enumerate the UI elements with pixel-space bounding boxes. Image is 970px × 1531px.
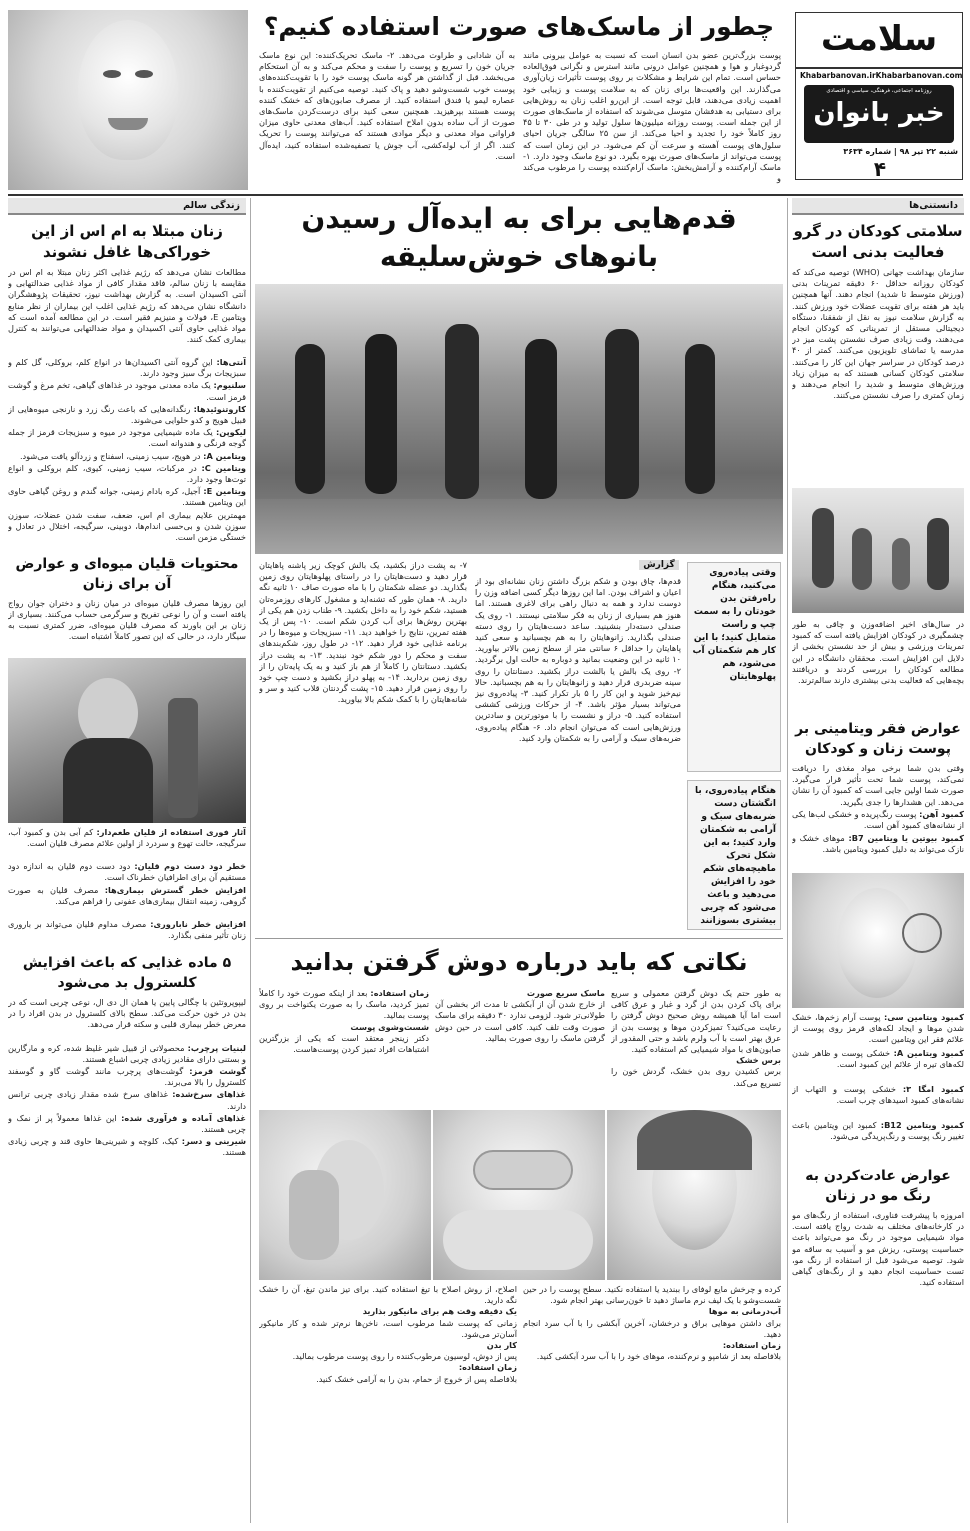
shower-lower-col1c-text: بلافاصله بعد از شامپو و نرم‌کننده، موهای خود را با آب سرد آبکشی کنید. bbox=[536, 1351, 781, 1362]
top-article-col1: پوست بزرگ‌ترین عضو بدن انسان است که نسبت به عوامل بیرونی مانند گردوغبار و هوا و همچنین عوامل درونی مانند استرس و نگرانی فوق‌العاده حساس است. تمام این شرایط و مشکلات بر روی پوست تأثیرات زیان‌آوری می‌گذارند. این واقعیت‌ها برای زنان که به سلامت پوست و زیبایی خود اهمیت زیادی می‌دهند، قابل توجه است. از این‌رو اغلب زنان به روش‌هایی برای دستیابی به هدفشان متوسل می‌شوند که استفاده از ماسک‌های صورت از این جمله است. پوست روزانه میلیون‌ها سلول تولید و در طی ۳۰ تا ۴۵ روز کاملاً خود را تجدید و احیا می‌کند. از سن ۲۵ سالگی جریان احیای سلول‌های پوست آهسته و سرعت آن کم می‌شود. در این زمان است که پوست می‌تواند از ماسک‌های صورت بهره بگیرد. دو نوع ماسک وجود دارد. ۱- ماسک آرام‌کننده و آرامش‌بخش: ماسک آرام‌کننده پوست را مرطوب می‌کند و bbox=[523, 50, 781, 184]
food-items-list bbox=[8, 1043, 246, 1159]
nutrient-item bbox=[8, 451, 246, 462]
nutrient-item-text: این گروه آنتی اکسیدان‌ها در انواع کلم، بروکلی، گل کلم و سبزیجات برگ سبز وجود دارند. bbox=[8, 357, 246, 379]
kids-exercise-photo bbox=[792, 488, 964, 613]
nutrient-item-label: آنتی‌ها: bbox=[216, 357, 246, 367]
hookah-photo bbox=[8, 658, 246, 823]
pull-quote-2 bbox=[687, 780, 781, 930]
nutrient-item bbox=[8, 463, 246, 485]
health-kicker: زندگی سالم bbox=[8, 198, 246, 215]
top-article-col2: به آن شادابی و طراوت می‌دهد. ۲- ماسک تحریک‌کننده: این نوع ماسک جریان خون را تسریع و پوست را سفت و محکم می‌کند و به آن استحکام می‌بخشد. قبل از گذاشتن هر گونه ماسک پوست خود را با تقویت‌کننده‌های پوست خوب شست‌وشو دهید و پاک کنید. توصیه می‌کنیم از تقویت‌کننده با عصاره لیمو یا فندق استفاده کنید. از مصرف صابون‌های که خشک کننده پوست هستند بپرهیزید. همچنین سعی کنید برای درست‌کردن ماسک‌های صورت از آب ساده بدون املاح استفاده کنید. آب‌های معدنی حاوی میزان فراوانی مواد معدنی و دیگر موادی هستند که می‌توانند پوست را تحریک کنند. اگر از آب لوله‌کشی، آب جوش یا تصفیه‌شده استفاده کنید، ایده‌آل است. bbox=[259, 50, 515, 161]
site-link-ir[interactable]: Khabarbanovan.ir bbox=[800, 71, 876, 80]
omega-label: کمبود امگا ۳: bbox=[902, 1084, 964, 1094]
health-body2: مهمترین علایم بیماری ام اس، ضعف، سفت شدن عضلات، سوزن سوزن شدن و بی‌حسی اندام‌ها، دوبینی، سرگیجه، اختلال در تعادل و خستگی مزمن است. bbox=[8, 509, 246, 543]
effect4-label: افزایش خطر ناباروری: bbox=[150, 918, 246, 929]
shower-col3-label2: شست‌وشوی پوست bbox=[350, 1021, 429, 1032]
shower-col3-label: زمان استفاده: bbox=[370, 988, 429, 998]
shower-lower-col1b-text: برای داشتن موهایی براق و درخشان، آخرین آبکشی را با آب سرد انجام دهید. bbox=[523, 1317, 781, 1339]
science-body1: سازمان بهداشت جهانی (WHO) توصیه می‌کند که کودکان روزانه حداقل ۶۰ دقیقه تمرینات بدنی (ورزش متوسط تا شدید) انجام دهند. آنها همچنین باید هر هفته برای تقویت عضلات خود ورزش کنند. به گزارش سلامت نیوز به نقل از شفقنا، دستگاه دیجیتالی مستقل از تمریناتی که کودکان انجام می‌دهند، وقت زیادی صرف نشستن پشت میز در مدرسه یا تماشای تلویزیون می‌کنند. کمتر از ۴۰ درصد کودکان در سراسر جهان این کار را می‌کنند. سلامتی کودکان کسانی هستند که به میزان زیاد ورزش‌های متوسط و شدید را انجام می‌دهند و زمان کمتری را صرف نشستن می‌کنند. bbox=[792, 267, 964, 401]
shower-lower-col1-label2: زمان استفاده: bbox=[722, 1340, 781, 1351]
nutrient-item-text: یک ماده معدنی موجود در غذاهای گیاهی، تخم مرغ و گوشت قرمز است. bbox=[8, 380, 246, 402]
shower-lower-col2c-text: پس از دوش، لوسیون مرطوب‌کننده را روی پوست مرطوب بمالید. bbox=[292, 1351, 517, 1362]
shower-col3 bbox=[259, 988, 429, 1106]
shower-col2-label: ماسک سریع صورت bbox=[526, 988, 605, 998]
health-title2: محتویات قلیان میوه‌ای و عوارض آن برای زنان bbox=[15, 555, 239, 592]
food-item bbox=[8, 1113, 246, 1135]
nutrient-item-text: در مرکبات، سیب زمینی، کیوی، کلم بروکلی و انواع توت‌ها وجود دارد. bbox=[8, 462, 246, 485]
effect3 bbox=[8, 885, 246, 919]
science-title3: عوارض عادت‌کردن به رنگ مو در زنان bbox=[805, 1168, 951, 1204]
logo-text: خبر بانوان bbox=[813, 98, 945, 128]
nutrient-item-text: رنگدانه‌هایی که باعث رنگ زرد و نارنجی میوه‌هایی از قبیل هویج و کدو حلوایی می‌شوند. bbox=[8, 403, 246, 426]
women-exercise-photo bbox=[255, 284, 783, 554]
effect1-label: آثار فوری استفاده از قلیان طعم‌دار: bbox=[96, 826, 246, 837]
shower-col2 bbox=[435, 988, 605, 1106]
top-article bbox=[255, 10, 783, 190]
shower-lower-col1-text: کرده و چرخش مایع لوفای را ببندید یا استفاده نکنید. سطح پوست را در حین شست‌وشو با یک لیف نرم ماساژ دهید تا خون‌رسانی بهتر انجام شود. bbox=[523, 1284, 781, 1306]
food-item-label: لبنیات پرچرب: bbox=[187, 1042, 246, 1053]
shower-lower-col2-label3: زمان استفاده: bbox=[458, 1362, 517, 1373]
section-title: سلامت bbox=[820, 19, 938, 59]
pull-quote-2-text: هنگام پیاده‌روی، با انگشتان دست ضربه‌های سبک و آرامی به شکمتان وارد کنید؛ به این شکل تحرک ماهیچه‌های شکم خود را افزایش می‌دهید و باعث می‌شود که چربی بیشتری بسوزانند bbox=[695, 786, 776, 926]
shower-lower-col1 bbox=[523, 1284, 781, 1520]
shower-col2-text: از خارج شدن آن از آبکشی تا مدت اثر بخشی آن طولانی‌تر شود. لزومی ندارد ۳۰ دقیقه برای ماسک صورت وقت تلف کنید. کافی است در حین دوش گرفتن ماسک را روی صورت بمالید. bbox=[435, 999, 605, 1043]
report-kicker: گزارش bbox=[639, 560, 679, 570]
food-item bbox=[8, 1089, 246, 1111]
nutrient-item-label: لیکوپن: bbox=[215, 427, 246, 438]
health-title: زنان مبتلا به ام اس از این خوراکی‌ها غافل نشوند bbox=[31, 222, 223, 261]
nutrient-item bbox=[8, 380, 246, 402]
science-title2: عوارض فقر ویتامینی بر پوست زنان و کودکان bbox=[795, 721, 961, 757]
shower-lower-col2-label: یک دقیقه وقت هم برای مانیکور بذارید bbox=[362, 1306, 517, 1317]
food-item-label: شیرینی و دسر: bbox=[181, 1136, 246, 1147]
iron-item bbox=[792, 809, 964, 833]
nutrient-item-text: آجیل، کره بادام زمینی، جوانه گندم و روغن گیاهی حاوی این ویتامین هستند. bbox=[8, 486, 246, 508]
shower-col1b-text: برس کشیدن روی بدن خشک، گردش خون را تسریع می‌کند. bbox=[611, 1066, 781, 1088]
health-title3: ۵ ماده غذایی که باعث افزایش کلسترول بد می‌شود bbox=[22, 954, 232, 991]
iron-label: کمبود آهن: bbox=[919, 809, 964, 819]
science-title: سلامتی کودکان در گرو فعالیت بدنی است bbox=[793, 222, 963, 261]
date-line: شنبه ۲۲ تیر ۹۸ | شماره ۳۶۳۴ bbox=[843, 147, 958, 156]
science-column bbox=[792, 198, 964, 1523]
health-body4: لیپوپروتئین با چگالی پایین یا همان ال دی ال، نوعی چربی است که در بدن در خون حرکت می‌کند. سطح بالای کلسترول در بدن افراد را در معرض خطر بیماری قلبی و سکته قرار می‌دهد. bbox=[8, 996, 246, 1030]
effect1 bbox=[8, 827, 246, 861]
b12-label: کمبود ویتامین B12: bbox=[880, 1120, 964, 1130]
b7-text: موهای خشک و نازک می‌تواند به دلیل کمبود ویتامین باشد. bbox=[792, 833, 964, 855]
food-item bbox=[8, 1043, 246, 1065]
science-body4: امروزه با پیشرفت فناوری، استفاده از رنگ‌های مو در کارخانه‌های مختلف به شدت رواج یافته است. مواد شیمیایی موجود در رنگ مو می‌تواند باعث حساسیت پوستی، ریزش مو و آسیب به ساقه مو شود. توصیه می‌شود قبل از استفاده از رنگ مو، تست حساسیت انجام دهید و از رنگ‌های گیاهی استفاده کنید. bbox=[792, 1210, 964, 1288]
pull-quote-1-text: وقتی پیاده‌روی می‌کنید، هنگام راه‌رفتن بدن خودتان را به سمت چپ و راست متمایل کنید؛ با این کار هم شکمتان آب می‌شود، هم پهلوهایتان bbox=[692, 568, 776, 682]
skin-face-photo bbox=[792, 873, 964, 1008]
effect2 bbox=[8, 861, 246, 885]
vita-label: کمبود ویتامین A: bbox=[893, 1048, 964, 1058]
food-item-label: غذاهای آماده و فرآوری شده: bbox=[121, 1112, 246, 1123]
nutrient-item bbox=[8, 357, 246, 379]
health-body1: مطالعات نشان می‌دهد که رژیم غذایی اکثر زنان مبتلا به ام اس در مقایسه با زنان سالم، فاقد مقدار کافی از مواد غذایی ضدالتهابی و آنتی اکسیدان است. به گزارش بهداشت نیوز، تحقیقات پژوهشگران دانشگاه نشان می‌دهد که رژیم غذایی اغلب این بیماران از نظر منابع ویتامین E، فولات و منیزیم فقیر است. در این مطالعه آمده است که مواد غذایی حاوی آنتی اکسیدان و مواد ضدالتهابی می‌توانند به کنترل بیماری کمک کنند. bbox=[8, 267, 246, 345]
nutrient-item-label: سلنیوم: bbox=[213, 380, 246, 391]
top-article-title: چطور از ماسک‌های صورت استفاده کنیم؟ bbox=[263, 12, 775, 41]
health-items-list bbox=[8, 357, 246, 509]
shower-lower-col1-label: آب‌درمانی به موها bbox=[708, 1306, 781, 1317]
site-link-com[interactable]: Khabarbanovan.com bbox=[875, 71, 963, 80]
site-links bbox=[800, 71, 963, 80]
omega-text: خشکی پوست و التهاب از نشانه‌های کمبود اسیدهای چرب است. bbox=[792, 1084, 964, 1106]
pull-quote-1 bbox=[687, 562, 781, 772]
logo-tagline: روزنامه اجتماعی، فرهنگی، سیاسی و اقتصادی bbox=[826, 88, 932, 94]
vita-text: خشکی پوست و ظاهر شدن لکه‌های تیره از علائم این کمبود است. bbox=[792, 1048, 964, 1070]
food-item-text: محصولاتی از قبیل شیر غلیظ شده، کره و مارگارین و بستنی دارای مقادیر زیادی چربی اشباع هستند. bbox=[8, 1042, 246, 1064]
shower-lower-col2-label2: کار بدن bbox=[486, 1340, 517, 1351]
shower-lower-col2b-text: زمانی که پوست شما مرطوب است، ناخن‌ها نرم‌تر شده و کار مانیکور آسان‌تر می‌شود. bbox=[259, 1317, 517, 1339]
nutrient-item-label: کاروتنوئیدها: bbox=[193, 403, 246, 414]
shower-title: نکاتی که باید درباره دوش گرفتن بدانید bbox=[290, 948, 748, 976]
center-feature bbox=[255, 200, 783, 935]
woman-face-photo bbox=[607, 1110, 781, 1280]
food-item bbox=[8, 1066, 246, 1088]
food-item-text: این غذاها معمولاً پر از نمک و چربی هستند. bbox=[8, 1112, 246, 1135]
effect2-text: دود دست دوم قلیان به اندازه دود مستقیم آن برای اطرافیان خطرناک است. bbox=[8, 860, 246, 882]
shower-lower-col2-text: اصلاح، از روش اصلاح با تیغ استفاده کنید. برای تیز ماندن تیغ، آن را خشک نگه دارید. bbox=[259, 1284, 517, 1306]
shower-col1-text: به طور حتم یک دوش گرفتن معمولی و سریع برای پاک کردن بدن از گرد و غبار و عرق کافی است اما آیا همیشه روش صحیح دوش گرفتن را رعایت می‌کنید؟ تمیزکردن موها و پوست بدن از عرق بهتر است با آب ولرم باشد و حتی المقدور از صابون‌های با مواد شیمیایی کم استفاده کنید. bbox=[611, 988, 781, 1055]
shower-lower-col2 bbox=[259, 1284, 517, 1520]
shower-col3b-text: دکتر زینجر معتقد است که یکی از بزرگترین اشتباهات افراد تمیز کردن پوست‌هاست. bbox=[259, 1032, 429, 1055]
science-body2: در سال‌های اخیر اضافه‌وزن و چاقی به طور چشمگیری در کودکان افزایش یافته است که کمبود تمرینات ورزشی و بیش از حد نشستن بخشی از دلایل این افزایش است. محققان دانشگاه در این مطالعه کودکان را بررسی کردند و دریافتند بچه‌هایی که فعالیت بدنی بیشتری دارند سالم‌ترند. bbox=[792, 619, 964, 686]
food-item-label: غذاهای سرخ‌شده: bbox=[172, 1089, 246, 1100]
effect1-text: کم آبی بدن و کمبود آب، سرگیجه، حالت تهوع و سردرد از اولین علائم مصرف قلیان است. bbox=[8, 826, 246, 848]
health-column bbox=[8, 198, 246, 1523]
nutrient-item-label: ویتامین A: bbox=[203, 450, 246, 461]
vita-item bbox=[792, 1048, 964, 1084]
logo bbox=[804, 85, 954, 143]
food-item-text: غذاهای سرخ شده مقدار زیادی چربی ترانس دارند. bbox=[8, 1089, 246, 1111]
nutrient-item bbox=[8, 404, 246, 426]
center-col1: قدم‌ها، چاق بودن و شکم بزرگ داشتن زنان نشانه‌ای بود از اعیان و اشراف بودن. اما این روزها دیگر کسی اضافه وزن را دوست ندارد و همه به دنبال راهی برای لاغری هستند. اما هنوز هم بسیاری از زنان به فکر سلامتی نیستند. ۱- روی یک صندلی دسته‌دار بنشینید. ساعد دست‌هایتان را روی دسته صندلی بگذارید. زانوهایتان را به هم بچسبانید و سعی کنید پاهایتان را حداقل ۶ سانتی متر از سطح زمین بالاتر بیاورید. ۱۰ ثانیه در این وضعیت بمانید و دوباره به حالت اول برگردید. ۲- روی یک بالش یا بالشت دراز بکشید. دستانتان را روی سینه ضربدری قرار دهید و زانوهایتان را به هم بچسبانید. حالا نیم‌خیز شوید و این کار را ۵ بار تکرار کنید. ۳- پیاده‌روی نیز می‌تواند بسیار مؤثر باشد. ۴- از حرکات ورزشی کششی استفاده کنید. ۵- دراز و نشست را با موتورترین و سادترین ورزش‌هایی است که می‌توان انجام داد. ۶- هنگام پیاده‌روی، ضربه‌های سبک و آرامی را به شکمتان وارد کنید. bbox=[475, 576, 681, 743]
food-item bbox=[8, 1136, 246, 1158]
body-brush-photo bbox=[433, 1110, 605, 1280]
science-body3: وقتی بدن شما برخی مواد مغذی را دریافت نمی‌کند، پوست شما تحت تأثیر قرار می‌گیرد. صورت شما اولین جایی است که کمبود آن را نشان می‌دهد. این هشدارها را جدی بگیرید. bbox=[792, 763, 964, 807]
effect4 bbox=[8, 919, 246, 943]
b12-item bbox=[792, 1120, 964, 1156]
shower-col3-text: بعد از اینکه صورت خود را کاملاً تمیز کردید، ماسک را به صورت یکنواخت بر روی پوست بمالید. bbox=[259, 988, 429, 1021]
center-col2: ۷- به پشت دراز بکشید، یک بالش کوچک زیر پاشنه پاهایتان قرار دهید و دست‌هایتان را در راستای پهلوهایتان روی زمین بگذارید. دو عضله شکمتان را با ماه صورت صاف ۱۰ ثانیه نگه دارید. ۸- همان طور که تشنه‌اید و مشغول کارهای روزمره‌تان هستید، شکم خود را به داخل بکشید. ۹- طناب زدن هم یکی از بهترین روش‌ها برای آب کردن شکم است. ۱۰- پس از یک هفته تمرین، نتایج را خواهید دید. ۱۱- سبزیجات و میوه‌ها را در برنامه غذایی خود قرار دهید. ۱۲- در طول روز، شکم‌بندهای سفت و محکم را دور شکم خود نبندید. ۱۳- به پشت دراز بکشید. دستانتان را کاملاً از هم باز کنید و به یک پایه‌تان را از روی زمین بردارید. ۱۴- به پهلو دراز بکشید و دست چپ خود را روی زمین قرار دهید. ۱۵- پشت گردنتان قلاب کنید و سر و شانه‌هایتان را با کمک شکم بالا بیاورید. bbox=[259, 560, 467, 705]
shower-col1 bbox=[611, 988, 781, 1106]
vitc-text: پوست آرام زخم‌ها، خشک شدن موها و ایجاد لکه‌های قرمز روی پوست از علائم فقر این ویتامین است. bbox=[792, 1012, 964, 1045]
effect4-text: مصرف مداوم قلیان می‌تواند بر باروری زنان تأثیر منفی بگذارد. bbox=[8, 918, 246, 940]
science-kicker: دانستنی‌ها bbox=[792, 198, 964, 215]
b7-label: کمبود بیوتین یا ویتامین B7: bbox=[848, 833, 964, 843]
face-mask-photo bbox=[8, 10, 248, 190]
vitc-label: کمبود ویتامین سی: bbox=[883, 1012, 964, 1022]
b12-text: کمبود این ویتامین باعث تغییر رنگ پوست و رنگ‌پریدگی می‌شود. bbox=[792, 1120, 964, 1142]
omega-item bbox=[792, 1084, 964, 1120]
nutrient-item-label: ویتامین C: bbox=[201, 462, 246, 473]
shower-woman-photo bbox=[259, 1110, 431, 1280]
food-item-text: کیک، کلوچه و شیرینی‌ها حاوی قند و چربی زیادی هستند. bbox=[8, 1136, 246, 1158]
nutrient-item-label: ویتامین E: bbox=[203, 486, 246, 497]
nutrient-item bbox=[8, 486, 246, 508]
b7-item bbox=[792, 833, 964, 869]
masthead bbox=[795, 12, 963, 180]
effect3-label: افزایش خطر گسترش بیماری‌ها: bbox=[104, 884, 246, 895]
shower-lower-col2d-text: بلافاصله پس از خروج از حمام، بدن را به آرامی خشک کنید. bbox=[316, 1373, 517, 1384]
center-title-line1: قدم‌هایی برای به ایده‌آل رسیدن bbox=[301, 202, 737, 235]
shower-col1-label: برس خشک bbox=[736, 1055, 781, 1066]
center-title-line2: بانوهای خوش‌سلیقه bbox=[379, 240, 659, 273]
food-item-text: گوشت‌های پرچرب مانند گوشت گاو و گوسفند کلسترول را بالا می‌برند. bbox=[8, 1066, 246, 1088]
nutrient-item-text: یک ماده شیمیایی موجود در میوه و سبزیجات قرمز از جمله گوجه فرنگی و هندوانه است. bbox=[8, 427, 246, 449]
nutrient-item bbox=[8, 427, 246, 449]
iron-text: پوست رنگ‌پریده و خشکی لب‌ها یکی از نشانه‌های کمبود آهن است. bbox=[792, 809, 964, 831]
shower-article bbox=[255, 942, 783, 1522]
vitc-item bbox=[792, 1012, 964, 1048]
health-body3: این روزها مصرف قلیان میوه‌ای در میان زنان و دختران جوان رواج یافته است و آن را نوعی تفریح و سرگرمی حساب می‌کنند. بسیاری از زنان بر این باورند که مصرف قلیان میوه‌ای، ضرر کمتری نسبت به سیگار دارد، در حالی که این تصور کاملاً اشتباه است. bbox=[8, 597, 246, 642]
effect2-label: خطر دود دست دوم قلیان: bbox=[134, 860, 246, 871]
nutrient-item-text: در هویج، سیب زمینی، اسفناج و زردآلو یافت می‌شود. bbox=[19, 450, 201, 461]
food-item-label: گوشت قرمز: bbox=[189, 1066, 246, 1077]
page-number: ۴ bbox=[873, 157, 887, 181]
effect3-text: مصرف قلیان به صورت گروهی، زمینه انتقال بیماری‌های عفونی را فراهم می‌کند. bbox=[8, 884, 246, 906]
